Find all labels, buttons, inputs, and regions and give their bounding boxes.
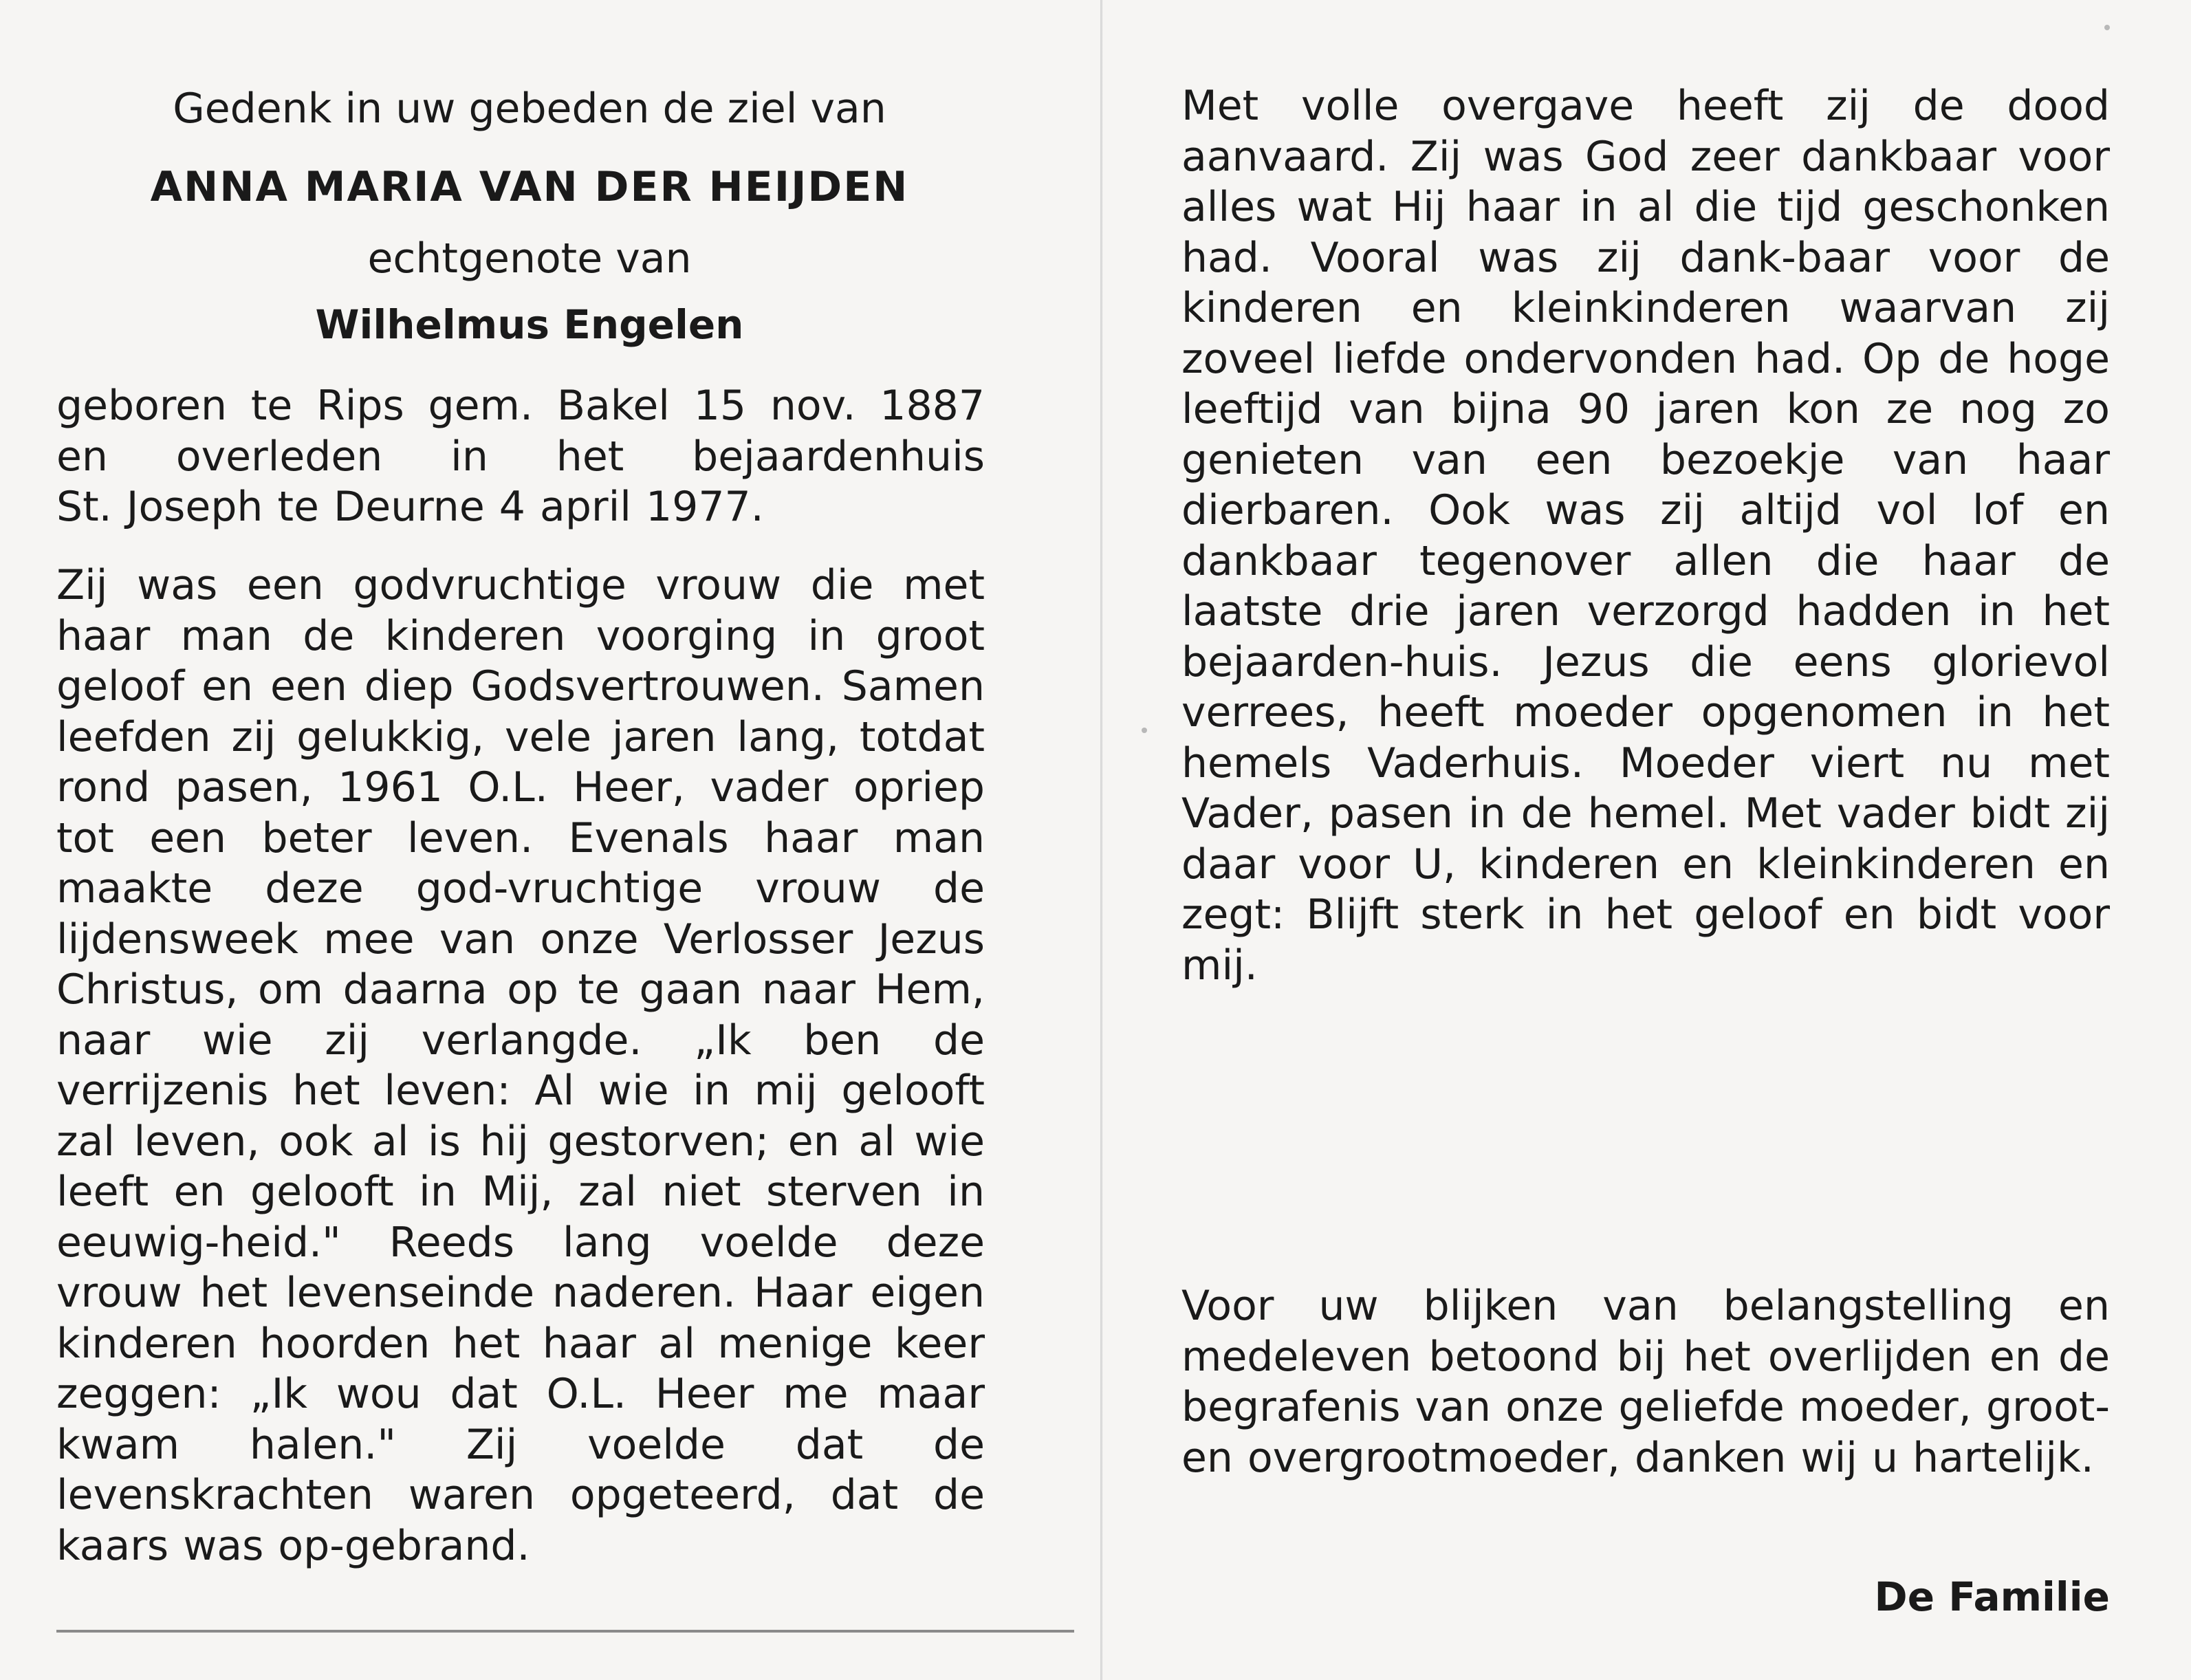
devotional-text: Met volle overgave heeft zij de dood aanvaard. Zij was God zeer dankbaar voor alles wat Hij haar in al die tijd geschonken had. Vooral was zij dank-baar voor de kinderen en kleinkinderen waarvan zij zoveel liefde ondervonden had. Op de hoge leeftijd van bijna 90 jaren kon ze nog zo genieten van een bezoekje van haar dierbaren. Ook was zij altijd vol lof en dankbaar tegenover allen die haar de laatste drie jaren verzorgd hadden in het bejaarden-huis. Jezus die eens glorievol verrees, heeft moeder opgenomen in het hemels Vaderhuis. Moeder viert nu met Vader, pasen in de hemel. Met vader bidt zij daar voor U, kinderen en kleinkinderen en zegt: Blijft sterk in het geloof en bidt voor mij. — [1181, 82, 2110, 990]
thanks-text: Voor uw blijken van belangstelling en medeleven betoond bij het overlijden en de begrafenis van onze geliefde moeder, groot- en overgrootmoeder, danken wij u hartelijk. — [1181, 1282, 2110, 1482]
dates-line: en overleden in het bejaardenhuis — [56, 432, 985, 481]
paper-speck — [2104, 25, 2110, 30]
spouse-name: Wilhelmus Engelen — [315, 301, 744, 348]
signature: De Familie — [1874, 1573, 2110, 1620]
birth-death-dates — [56, 381, 985, 533]
deceased-name: ANNA MARIA VAN DER HEIJDEN — [150, 163, 909, 211]
biography-text: Zij was een godvruchtige vrouw die met haar man de kinderen voorging in groot geloof en een diep Godsvertrouwen. Samen leefden zij gelukkig, vele jaren lang, totdat rond pasen, 1961 O.L. Heer, vader opriep tot een beter leven. Evenals haar man maakte deze god-vruchtige vrouw de lijdensweek mee van onze Verlosser Jezus Christus, om daarna op te gaan naar Hem, naar wie zij verlangde. „Ik ben de verrijzenis het leven: Al wie in mij gelooft zal leven, ook al is hij gestorven; en al wie leeft en gelooft in Mij, zal niet sterven in eeuwig-heid." Reeds lang voelde deze vrouw het levenseinde naderen. Haar eigen kinderen hoorden het haar al menige keer zeggen: „Ik wou dat O.L. Heer me maar kwam halen." Zij voelde dat de levenskrachten waren opgeteerd, dat de kaars was op-gebrand. — [56, 561, 985, 1570]
bottom-rule — [56, 1630, 1074, 1633]
spouse-label: echtgenote van — [367, 234, 692, 283]
paper-speck — [1142, 728, 1147, 733]
intro-line: Gedenk in uw gebeden de ziel van — [173, 85, 886, 133]
dates-line: geboren te Rips gem. Bakel 15 nov. 1887 — [56, 382, 985, 430]
dates-line: St. Joseph te Deurne 4 april 1977. — [56, 483, 764, 531]
